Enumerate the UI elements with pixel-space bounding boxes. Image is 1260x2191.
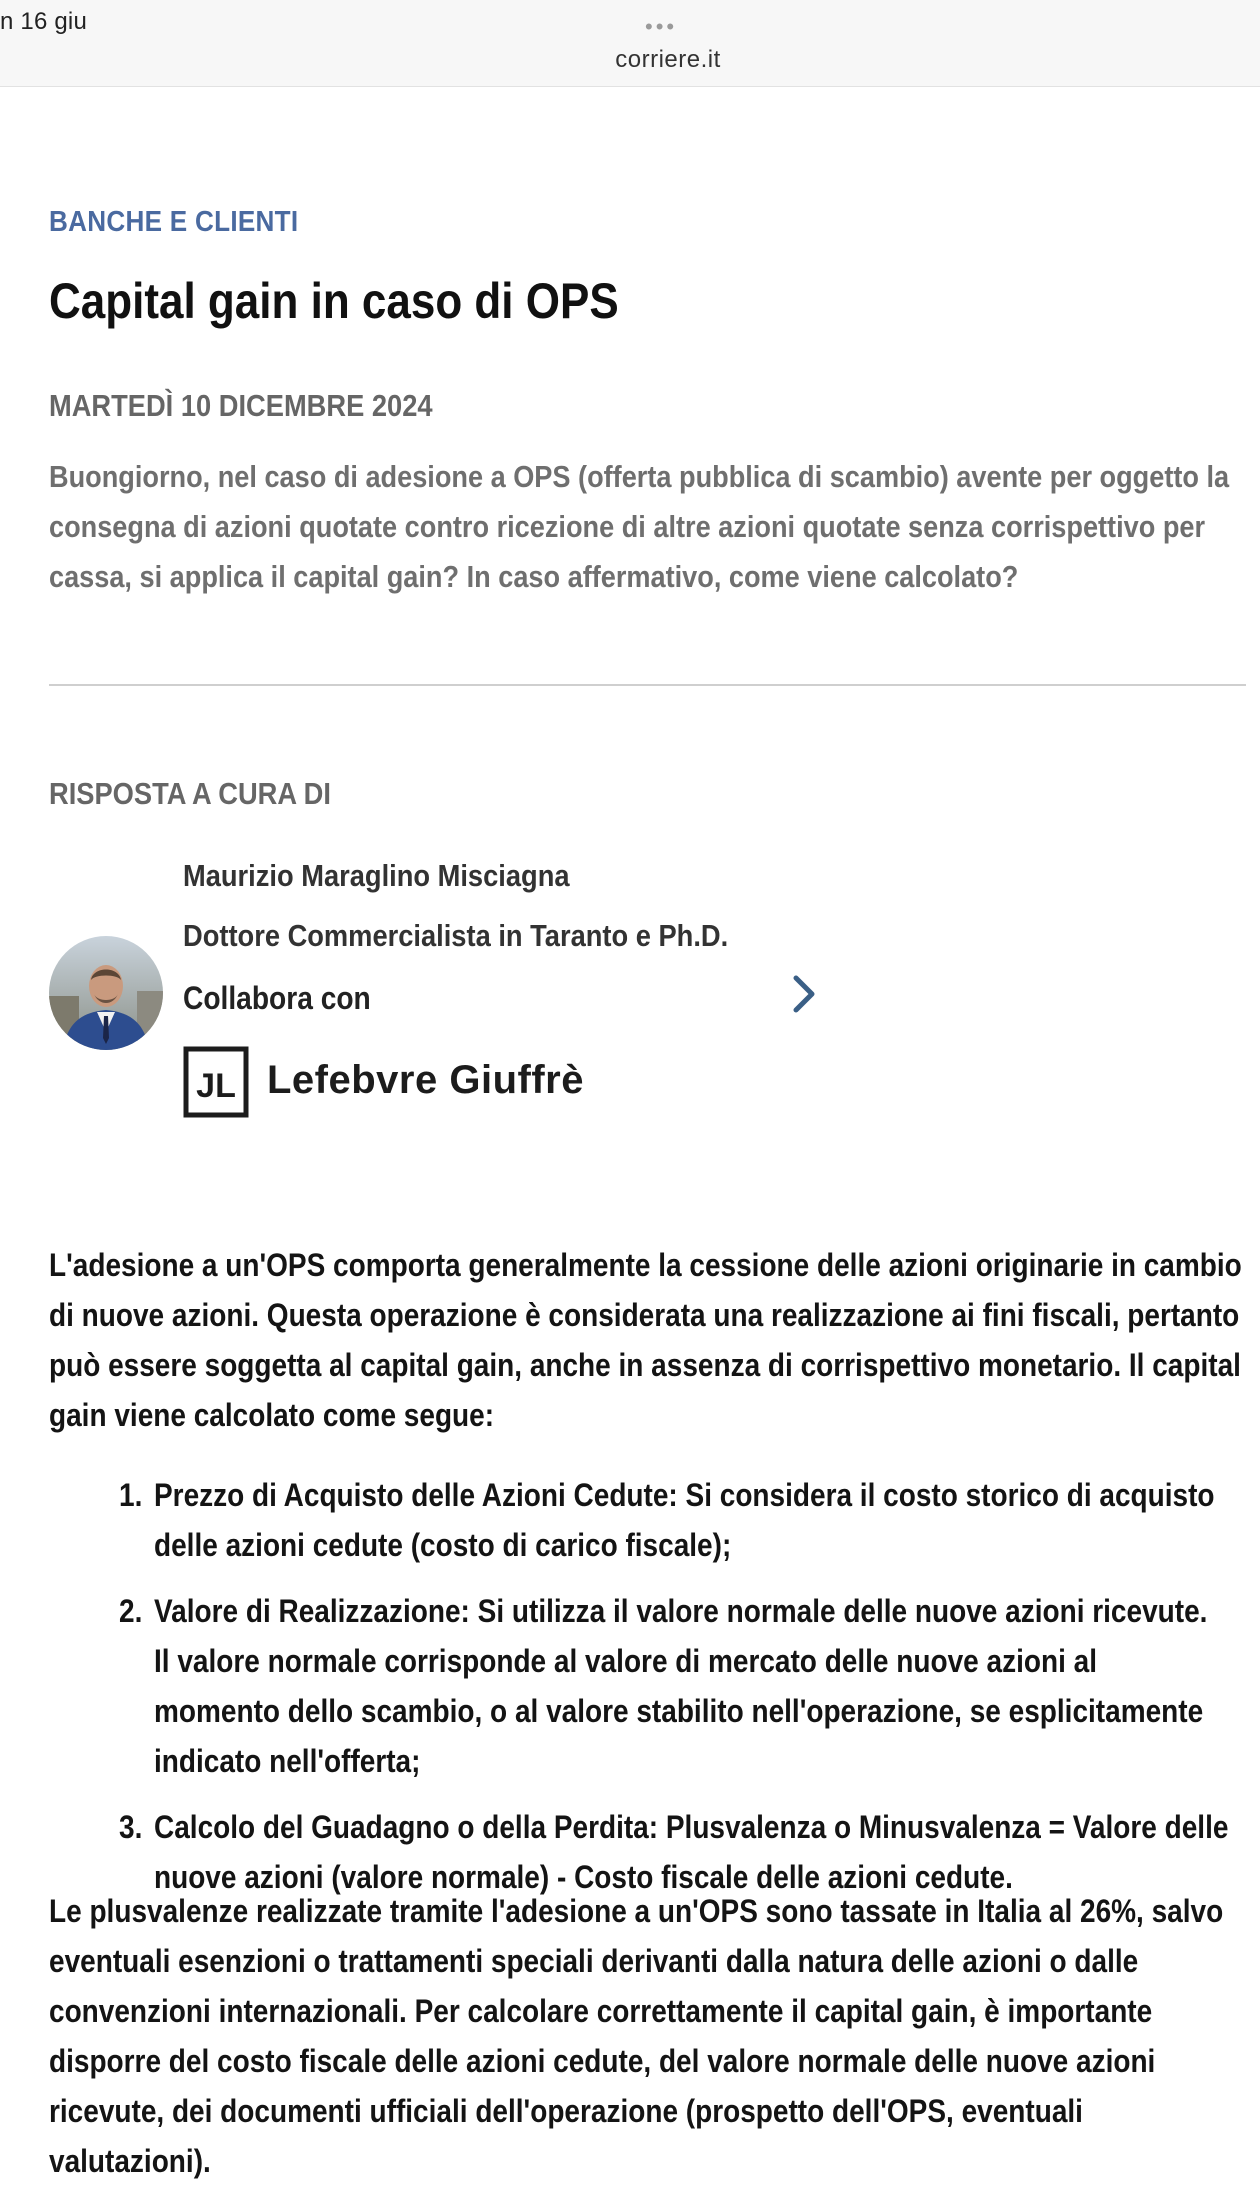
url-domain[interactable]: corriere.it (615, 46, 721, 73)
answer-conclusion: Le plusvalenze realizzate tramite l'adesione a un'OPS sono tassate in Italia al 26%, salvo eventuali esenzioni o trattamenti speciali derivanti dalla natura delle azioni o dalle convenzioni internazionali. Per calcolare correttamente il capital gain, è importante disporre del costo fiscale delle azioni cedute, del valore normale delle nuove azioni ricevute, dei documenti ufficiali dell'operazione (prospetto dell'OPS, eventuali valutazioni). (49, 1893, 1224, 2179)
answer-intro: L'adesione a un'OPS comporta generalmente la cessione delle azioni originarie in cambio di nuove azioni. Questa operazione è considerata una realizzazione ai fini fiscali, pertanto può essere soggetta al capital gain, anche in assenza di corrispettivo monetario. Il capital gain viene calcolato come segue: (49, 1247, 1242, 1433)
list-item (119, 1586, 1230, 1786)
step-text: Valore di Realizzazione: Si utilizza il valore normale delle nuove azioni ricevute. Il valore normale corrisponde al valore di mercato delle nuove azioni al momento dello scambio, o al valore stabilito nell'operazione, se esplicitamente indicato nell'offerta; (154, 1593, 1208, 1779)
step-text: Calcolo del Guadagno o della Perdita: Plusvalenza o Minusvalenza = Valore delle nuove azioni (valore normale) - Costo fiscale delle azioni cedute. (154, 1809, 1229, 1895)
partner-logo[interactable] (183, 1046, 623, 1120)
lefebvre-giuffre-logo-icon (183, 1046, 253, 1120)
article-date: MARTEDÌ 10 DICEMBRE 2024 (49, 388, 433, 423)
article-title: Capital gain in caso di OPS (49, 273, 619, 329)
calculation-steps (119, 1470, 1230, 1918)
list-item (119, 1470, 1230, 1570)
step-number: 2. (119, 1593, 143, 1629)
answer-by-label: RISPOSTA A CURA DI (49, 776, 331, 811)
collaborates-with-label: Collabora con (183, 980, 371, 1016)
author-avatar[interactable] (49, 936, 163, 1050)
partner-logo-text: Lefebvre Giuffrè (267, 1058, 584, 1102)
step-number: 1. (119, 1477, 143, 1513)
author-name[interactable]: Maurizio Maraglino Misciagna (183, 858, 570, 893)
avatar-portrait-icon (49, 936, 163, 1050)
author-role: Dottore Commercialista in Taranto e Ph.D. (183, 918, 729, 953)
svg-text:JL: JL (196, 1067, 236, 1105)
section-divider (49, 684, 1246, 686)
status-date: n 16 giu (0, 8, 88, 35)
tab-overflow-dots[interactable]: ••• (645, 14, 678, 39)
chevron-right-icon[interactable] (788, 972, 822, 1016)
article-category[interactable]: BANCHE E CLIENTI (49, 206, 299, 238)
reader-question: Buongiorno, nel caso di adesione a OPS (offerta pubblica di scambio) avente per oggetto la consegna di azioni quotate contro ricezione di altre azioni quotate senza corrispettivo per cassa, si applica il capital gain? In caso affermativo, come viene calcolato? (49, 459, 1230, 594)
browser-top-bar (0, 0, 1260, 87)
step-number: 3. (119, 1809, 143, 1845)
step-text: Prezzo di Acquisto delle Azioni Cedute: Si considera il costo storico di acquisto delle azioni cedute (costo di carico fiscale); (154, 1477, 1215, 1563)
